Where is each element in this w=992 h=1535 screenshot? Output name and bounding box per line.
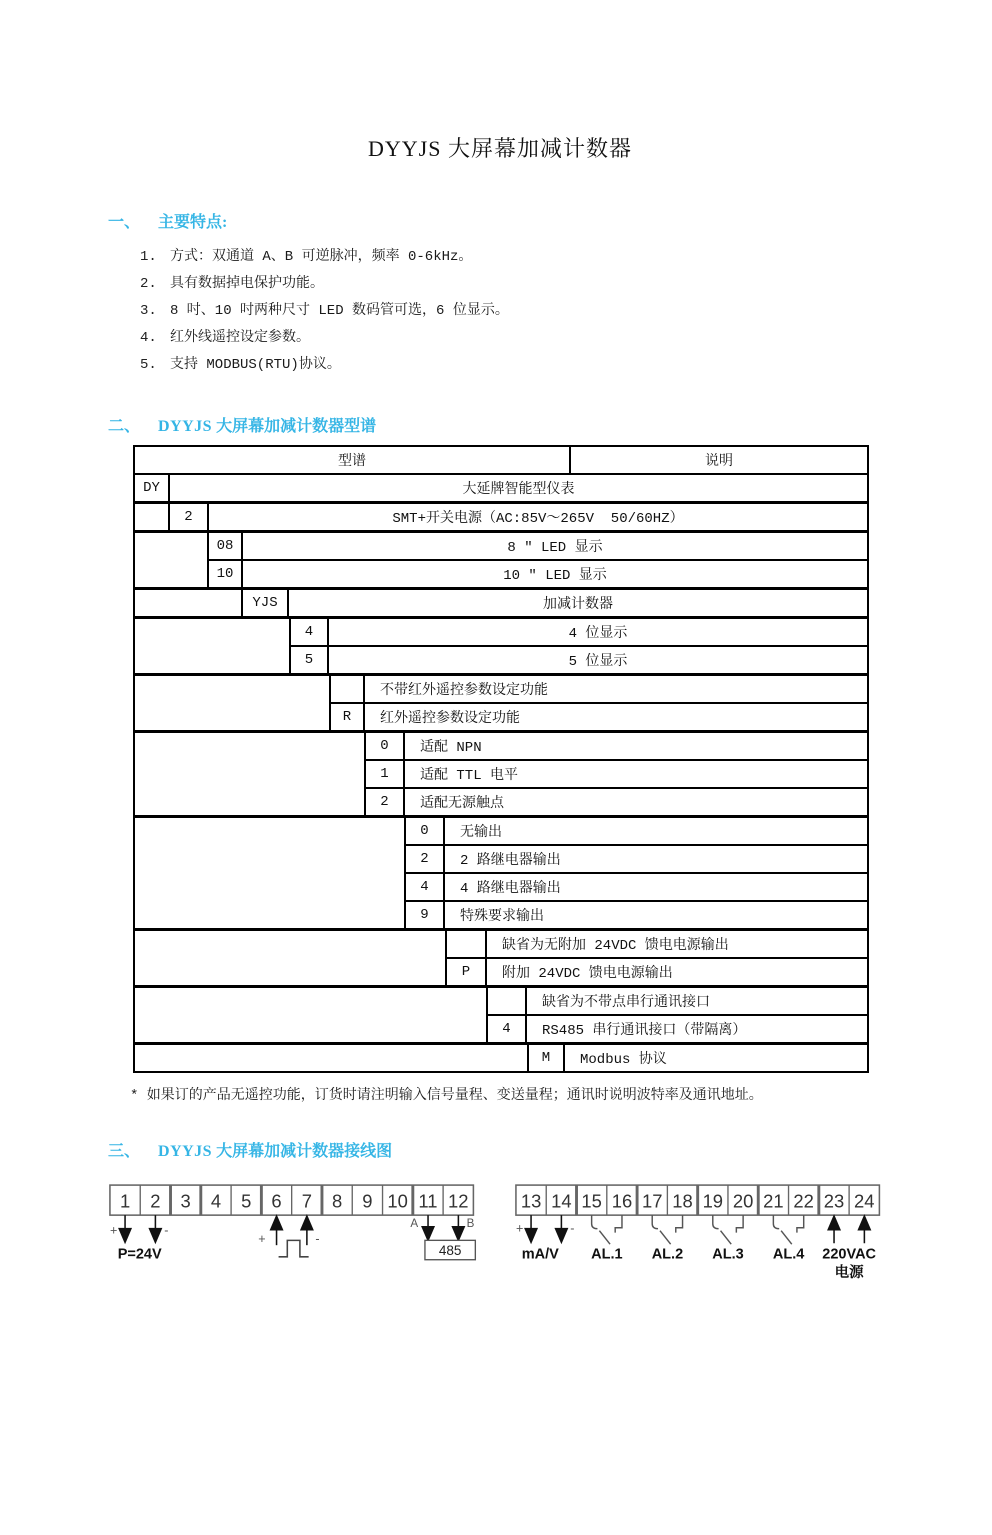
model-code-cell: 4 xyxy=(488,1016,527,1042)
model-code-cell: 08 xyxy=(209,533,243,559)
feature-number: 3. xyxy=(140,303,157,319)
terminal-number: 16 xyxy=(611,1190,633,1212)
feature-item xyxy=(140,271,892,298)
table-group xyxy=(135,730,867,815)
table-group xyxy=(135,985,867,1042)
table-row xyxy=(243,590,867,616)
table-indent-cell xyxy=(135,733,366,815)
model-code-cell: 9 xyxy=(406,902,445,928)
model-desc-cell: 适配 TTL 电平 xyxy=(420,768,519,784)
wiring-diagram-right-block xyxy=(514,1181,892,1321)
model-code-cell xyxy=(488,988,527,1014)
table-row xyxy=(331,676,867,702)
table-indent-cell xyxy=(135,931,447,985)
table-group xyxy=(135,501,867,530)
table-row xyxy=(406,900,867,928)
rs485-b-label: B xyxy=(466,1216,475,1230)
spec-table xyxy=(133,445,869,1073)
terminal-number: 6 xyxy=(271,1190,282,1212)
model-desc-cell: 红外遥控参数设定功能 xyxy=(380,711,520,727)
table-group xyxy=(135,673,867,730)
terminal-number: 17 xyxy=(641,1190,663,1212)
table-row xyxy=(366,733,867,759)
terminal-number: 14 xyxy=(551,1190,572,1212)
terminal-number: 9 xyxy=(362,1190,373,1212)
ac-power-arrows xyxy=(828,1216,870,1243)
ac-power-label2: 电源 xyxy=(834,1265,864,1282)
terminal-number: 20 xyxy=(732,1190,754,1212)
model-desc-cell: 适配 NPN xyxy=(420,740,482,756)
supply-arrows xyxy=(119,1215,161,1242)
supply-label: P=24V xyxy=(117,1246,162,1263)
model-desc-cell: 无输出 xyxy=(460,825,502,841)
model-code-cell: 2 xyxy=(406,846,445,872)
model-code-cell: 1 xyxy=(366,761,405,787)
model-code-cell: 0 xyxy=(366,733,405,759)
table-group xyxy=(135,616,867,673)
terminal-number: 12 xyxy=(448,1190,469,1212)
table-row xyxy=(135,475,867,501)
section-number: 二、 xyxy=(108,418,141,435)
relay-label-al4: AL.4 xyxy=(772,1246,805,1263)
signal-input-label: mA/V xyxy=(521,1246,559,1263)
relay-label-al3: AL.3 xyxy=(712,1246,744,1263)
table-row xyxy=(488,1014,867,1042)
section-number: 三、 xyxy=(108,1143,141,1160)
feature-text: 方式：双通道 A、B 可逆脉冲，频率 0-6kHz。 xyxy=(170,249,473,265)
plus-sign: + xyxy=(515,1221,524,1236)
feature-item xyxy=(140,325,892,352)
model-desc-cell: 4 路继电器输出 xyxy=(460,881,561,897)
order-note: * 如果订的产品无遥控功能，订货时请注明输入信号量程、变送量程；通讯时说明波特率及通讯地址。 xyxy=(130,1088,763,1104)
terminal-number: 21 xyxy=(763,1190,784,1212)
model-desc-cell: Modbus 协议 xyxy=(580,1052,667,1068)
table-row xyxy=(406,818,867,844)
feature-text: 支持 MODBUS(RTU)协议。 xyxy=(170,357,341,373)
model-desc-cell: 特殊要求输出 xyxy=(460,909,544,925)
section-number: 一、 xyxy=(108,214,141,231)
model-code-cell: DY xyxy=(135,475,170,501)
relay-label-al2: AL.2 xyxy=(651,1246,684,1263)
model-desc-cell: 缺省为无附加 24VDC 馈电电源输出 xyxy=(502,938,729,954)
terminal-number: 8 xyxy=(331,1190,343,1212)
model-desc-cell: SMT+开关电源（AC:85V～265V 50/60HZ） xyxy=(392,511,684,527)
signal-input-arrows xyxy=(525,1215,567,1242)
table-indent-cell xyxy=(135,533,209,587)
table-indent-cell xyxy=(135,504,170,530)
model-desc-cell: 2 路继电器输出 xyxy=(460,853,561,869)
relay-label-al1: AL.1 xyxy=(591,1246,623,1263)
rs485-arrows xyxy=(422,1215,464,1240)
feature-item xyxy=(140,298,892,325)
feature-number: 2. xyxy=(140,276,157,292)
model-desc-cell: 5 位显示 xyxy=(568,654,628,670)
model-code-cell: 5 xyxy=(291,647,329,673)
model-desc-cell: 附加 24VDC 馈电电源输出 xyxy=(502,966,673,982)
feature-text: 8 吋、10 吋两种尺寸 LED 数码管可选，6 位显示。 xyxy=(170,303,509,319)
terminal-number: 19 xyxy=(702,1190,724,1212)
table-indent-cell xyxy=(135,619,291,673)
terminal-number: 18 xyxy=(672,1190,693,1212)
table-indent-cell xyxy=(135,1045,529,1071)
model-code-cell xyxy=(447,931,487,957)
section-label: 主要特点: xyxy=(158,214,228,231)
feature-item xyxy=(140,352,892,379)
table-row xyxy=(529,1045,867,1071)
minus-sign: - xyxy=(570,1221,575,1236)
model-code-cell: YJS xyxy=(243,590,289,616)
terminal-number: 15 xyxy=(581,1190,602,1212)
table-row xyxy=(447,957,867,985)
section-heading-wiring xyxy=(108,1138,892,1161)
model-desc-cell: 缺省为不带点串行通讯接口 xyxy=(542,995,710,1011)
table-group xyxy=(135,1042,867,1071)
table-row xyxy=(291,619,867,645)
table-group xyxy=(135,587,867,616)
model-desc-cell: 大延牌智能型仪表 xyxy=(462,482,575,498)
model-code-cell: 2 xyxy=(366,789,405,815)
rs485-label: 485 xyxy=(438,1242,462,1258)
feature-number: 1. xyxy=(140,249,157,265)
wiring-diagrams xyxy=(108,1181,892,1321)
table-row xyxy=(331,702,867,730)
table-row xyxy=(170,504,867,530)
model-code-cell: M xyxy=(529,1045,565,1071)
model-code-cell: 10 xyxy=(209,561,243,587)
model-code-cell: 2 xyxy=(170,504,209,530)
table-indent-cell xyxy=(135,676,331,730)
pulse-waveform-icon xyxy=(279,1240,309,1256)
table-row xyxy=(291,645,867,673)
minus-sign: - xyxy=(164,1223,169,1238)
section-label: 大屏幕加减计数器型谱 xyxy=(212,418,377,435)
table-row xyxy=(209,533,867,559)
brand-name: DYYJS xyxy=(158,1143,213,1160)
feature-number: 4. xyxy=(140,330,157,346)
document-page xyxy=(0,132,992,1321)
table-row xyxy=(209,559,867,587)
terminal-number: 5 xyxy=(241,1190,252,1212)
model-code-cell: 4 xyxy=(291,619,329,645)
terminal-number: 11 xyxy=(418,1190,438,1212)
table-indent-cell xyxy=(135,590,243,616)
terminal-number: 23 xyxy=(823,1190,845,1212)
terminal-number: 3 xyxy=(180,1190,191,1212)
feature-number: 5. xyxy=(140,357,157,373)
model-code-cell: R xyxy=(331,704,365,730)
section-heading-spectrum xyxy=(108,413,892,436)
model-desc-cell: 10 " LED 显示 xyxy=(503,568,607,584)
table-row xyxy=(366,787,867,815)
table-group xyxy=(135,530,867,587)
feature-item xyxy=(140,244,892,271)
page-title: DYYJS 大屏幕加减计数器 xyxy=(368,136,632,161)
table-group xyxy=(135,815,867,928)
model-desc-cell: 4 位显示 xyxy=(568,626,628,642)
relay-contact-icons xyxy=(592,1215,804,1244)
section-heading-features xyxy=(108,209,892,232)
model-desc-cell: 适配无源触点 xyxy=(420,796,504,812)
table-row xyxy=(406,872,867,900)
rs485-a-label: A xyxy=(410,1216,419,1230)
wiring-diagram-left-block xyxy=(108,1181,486,1321)
ac-power-label: 220VAC xyxy=(822,1246,877,1263)
terminal-number: 2 xyxy=(150,1190,161,1212)
table-indent-cell xyxy=(135,988,488,1042)
terminal-number: 24 xyxy=(854,1190,875,1212)
model-desc-cell: 8 " LED 显示 xyxy=(507,540,603,556)
plus-sign: + xyxy=(109,1223,118,1238)
table-row xyxy=(406,844,867,872)
model-desc-cell: RS485 串行通讯接口（带隔离） xyxy=(542,1023,747,1039)
model-code-cell: 0 xyxy=(406,818,445,844)
model-desc-cell: 不带红外遥控参数设定功能 xyxy=(380,683,548,699)
table-group xyxy=(135,475,867,501)
model-code-cell: P xyxy=(447,959,487,985)
model-code-cell: 4 xyxy=(406,874,445,900)
terminal-number: 7 xyxy=(301,1190,312,1212)
terminal-number: 10 xyxy=(387,1190,408,1212)
model-desc-cell: 加减计数器 xyxy=(543,597,613,613)
table-row xyxy=(366,759,867,787)
feature-text: 具有数据掉电保护功能。 xyxy=(170,276,324,292)
terminal-number: 1 xyxy=(119,1190,131,1212)
feature-text: 红外线遥控设定参数。 xyxy=(170,330,310,346)
terminal-number: 22 xyxy=(793,1190,814,1212)
model-code-cell xyxy=(331,676,365,702)
terminal-strip xyxy=(516,1185,879,1215)
terminal-strip xyxy=(110,1185,473,1215)
section-label: 大屏幕加减计数器接线图 xyxy=(212,1143,393,1160)
table-header-desc: 说明 xyxy=(705,454,733,470)
table-header-row xyxy=(135,447,867,475)
terminal-number: 4 xyxy=(210,1190,222,1212)
minus-sign: - xyxy=(315,1232,320,1247)
table-row xyxy=(488,988,867,1014)
table-row xyxy=(447,931,867,957)
plus-sign: + xyxy=(258,1232,266,1247)
table-group xyxy=(135,928,867,985)
features-list xyxy=(140,244,892,379)
table-header-model: 型谱 xyxy=(135,447,571,473)
brand-name: DYYJS xyxy=(158,418,213,435)
terminal-number: 13 xyxy=(520,1190,542,1212)
table-indent-cell xyxy=(135,818,406,928)
